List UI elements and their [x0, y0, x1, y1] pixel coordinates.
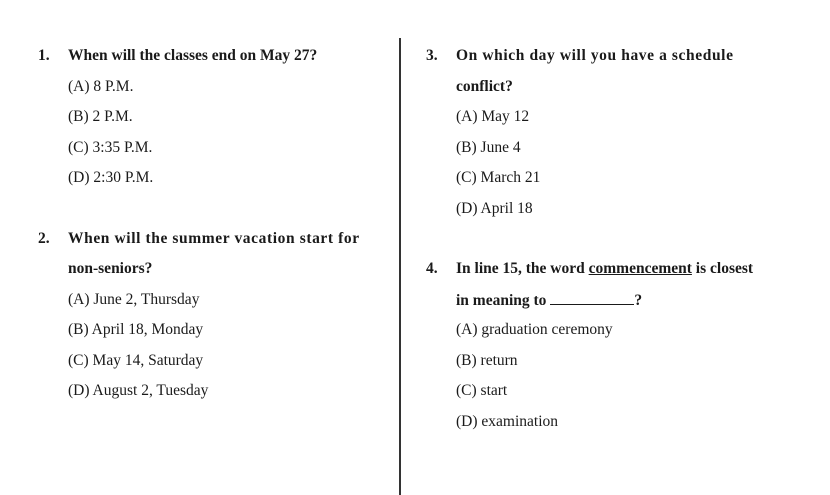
answer-option[interactable]: (B) June 4: [456, 139, 521, 156]
answer-option[interactable]: (B) April 18, Monday: [68, 321, 204, 338]
answer-option[interactable]: (B) 2 P.M.: [68, 108, 133, 125]
question-text-continued: conflict?: [456, 78, 513, 95]
answer-option[interactable]: (A) June 2, Thursday: [68, 291, 200, 308]
question-number: 3.: [426, 47, 438, 64]
question-text: On which day will you have a schedule: [456, 47, 734, 64]
question-text-part: in meaning to: [456, 292, 547, 309]
question-text-part: is closest: [695, 260, 754, 277]
answer-option[interactable]: (C) 3:35 P.M.: [68, 139, 153, 156]
answer-option[interactable]: (B) return: [456, 352, 518, 369]
question-text: [456, 260, 753, 278]
question-number: 2.: [38, 230, 50, 247]
answer-option[interactable]: (A) May 12: [456, 108, 530, 125]
answer-option[interactable]: (C) March 21: [456, 169, 541, 186]
question-text: When will the summer vacation start for: [68, 230, 360, 247]
column-divider: [399, 38, 401, 495]
question-text-part: In line 15, the word: [456, 260, 585, 277]
answer-option[interactable]: (D) August 2, Tuesday: [68, 382, 209, 399]
question-number: 4.: [426, 260, 438, 277]
question-text-continued: [456, 291, 642, 310]
question-mark: ?: [634, 292, 643, 309]
underlined-word: commencement: [588, 260, 692, 277]
answer-option[interactable]: (A) 8 P.M.: [68, 78, 134, 95]
question-number: 1.: [38, 47, 50, 64]
answer-option[interactable]: (C) start: [456, 382, 508, 399]
answer-option[interactable]: (A) graduation ceremony: [456, 321, 613, 338]
question-text: When will the classes end on May 27?: [68, 47, 318, 64]
question-text-continued: non-seniors?: [68, 260, 153, 277]
answer-option[interactable]: (D) examination: [456, 413, 559, 430]
answer-option[interactable]: (C) May 14, Saturday: [68, 352, 204, 369]
answer-option[interactable]: (D) April 18: [456, 200, 533, 217]
answer-option[interactable]: (D) 2:30 P.M.: [68, 169, 154, 186]
fill-in-blank: [550, 291, 634, 305]
